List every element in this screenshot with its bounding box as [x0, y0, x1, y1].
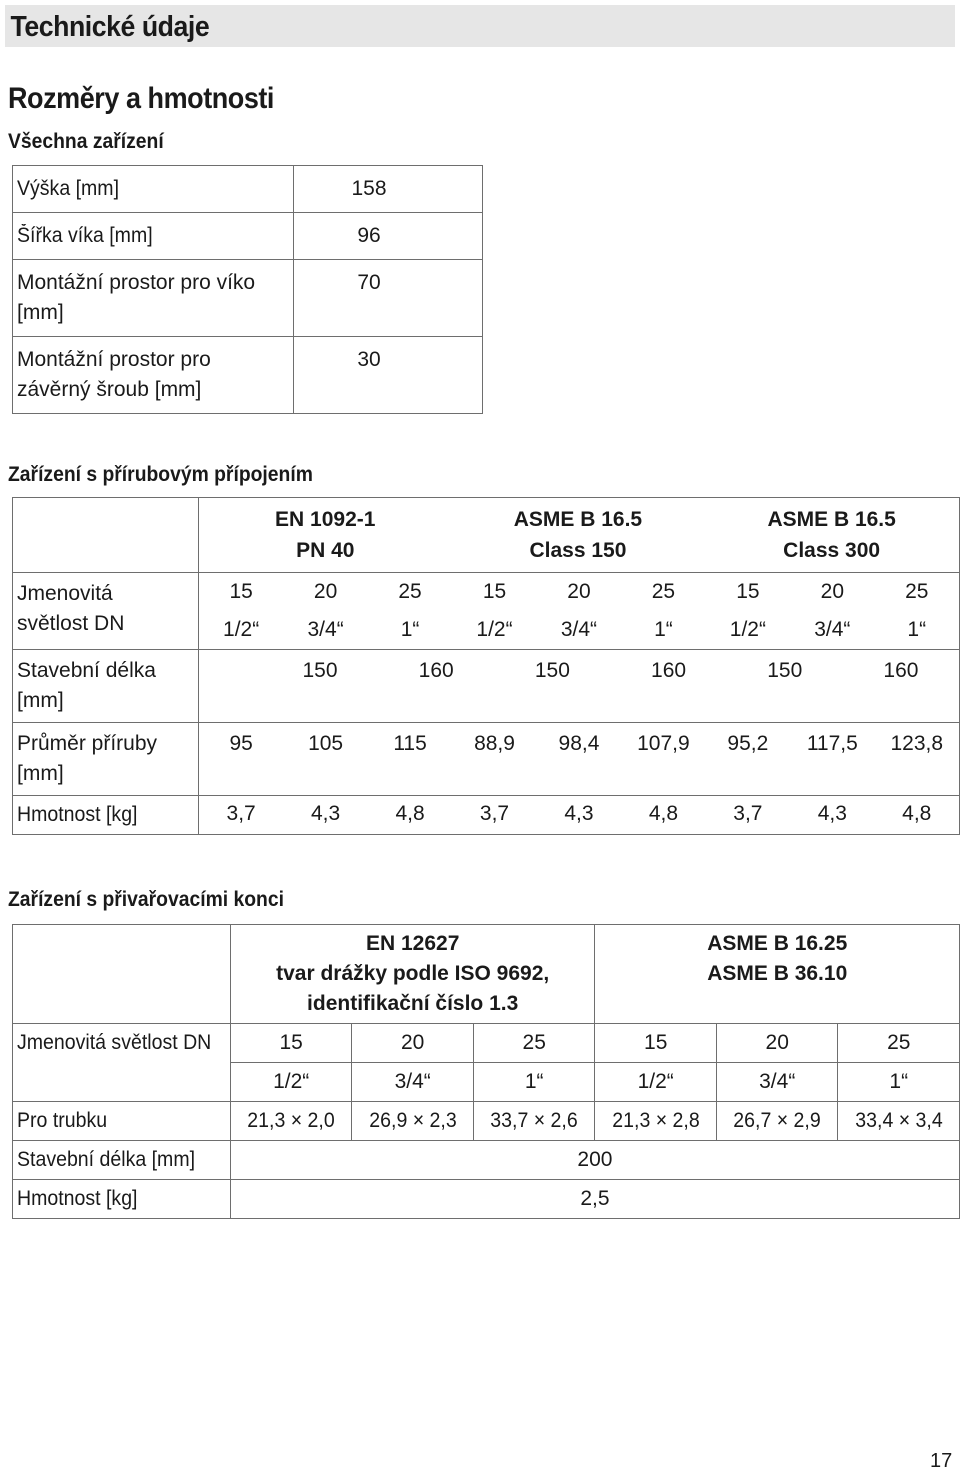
table-row	[13, 1141, 960, 1180]
page-number: 17	[930, 1450, 953, 1472]
inch-values	[199, 611, 959, 649]
weight-label: Hmotnost [kg]	[17, 1187, 138, 1210]
pipe-value: 21,3 × 2,0	[247, 1109, 335, 1132]
length-values	[199, 650, 959, 686]
table-row	[13, 166, 483, 213]
length-value: 160	[651, 659, 687, 682]
table-row	[13, 1102, 960, 1141]
pipe-label: Pro trubku	[17, 1109, 108, 1132]
dn-value: 25	[398, 580, 422, 603]
dn-value: 15	[230, 1024, 352, 1063]
flange-values	[199, 723, 959, 759]
weight-value: 4,8	[648, 802, 679, 825]
table-row	[13, 925, 960, 1024]
row-label: Výška [mm]	[17, 177, 120, 200]
group-asme-b1625: ASME B 16.25 ASME B 36.10	[595, 925, 960, 1024]
length-value: 200	[230, 1141, 959, 1180]
inch-value: 1“	[838, 1063, 960, 1102]
dn-value: 25	[651, 580, 676, 603]
flanged-table	[12, 497, 960, 835]
dn-value: 20	[716, 1024, 838, 1063]
pipe-value: 26,7 × 2,9	[733, 1109, 821, 1132]
group-asme-class150: ASME B 16.5 Class 150	[452, 498, 705, 573]
welded-title: Zařízení s přivařovacími konci	[8, 888, 284, 911]
inch-value: 1/2“	[729, 618, 766, 641]
group-asme-class300: ASME B 16.5 Class 300	[704, 498, 959, 573]
table-row	[13, 498, 960, 573]
pipe-value: 26,9 × 2,3	[368, 1109, 457, 1132]
flange-label: Průměr příruby [mm]	[17, 732, 158, 785]
inch-value: 1/2“	[223, 618, 260, 641]
length-value: 160	[418, 659, 454, 682]
table-row	[13, 796, 960, 835]
flange-value: 95	[229, 732, 253, 755]
table-row	[13, 650, 960, 723]
flange-value: 105	[308, 732, 344, 755]
weight-value: 2,5	[230, 1180, 959, 1219]
inch-value: 3/4“	[716, 1063, 838, 1102]
weight-value: 4,3	[817, 802, 847, 825]
section-title: Rozměry a hmotnosti	[8, 82, 274, 115]
group-en1092: EN 1092-1 PN 40	[198, 498, 451, 573]
inch-value: 1“	[400, 618, 420, 641]
inch-value: 1“	[654, 618, 673, 641]
group-en12627: EN 12627 tvar drážky podle ISO 9692, identifikační číslo 1.3	[230, 925, 595, 1024]
inch-value: 1“	[473, 1063, 595, 1102]
weight-value: 3,7	[226, 802, 256, 825]
inch-value: 3/4“	[307, 618, 344, 641]
row-label: Šířka víka [mm]	[17, 224, 153, 247]
dn-value: 15	[736, 580, 760, 603]
inch-value: 1“	[907, 618, 927, 641]
dn-value: 15	[595, 1024, 717, 1063]
table-row	[13, 337, 483, 414]
pipe-value: 21,3 × 2,8	[611, 1109, 700, 1132]
dn-value: 20	[820, 580, 844, 603]
length-label: Stavební délka [mm]	[17, 659, 156, 712]
length-label: Stavební délka [mm]	[17, 1148, 196, 1171]
dn-label: Jmenovitá světlost DN	[17, 1031, 212, 1054]
flange-value: 95,2	[727, 732, 769, 755]
row-label: Montážní prostor pro víko [mm]	[17, 271, 256, 324]
flange-value: 98,4	[558, 732, 600, 755]
flange-value: 123,8	[890, 732, 944, 755]
dn-label: Jmenovitá světlost DN	[17, 582, 125, 635]
table-row	[13, 260, 483, 337]
table-row	[13, 213, 483, 260]
table-row	[13, 573, 960, 650]
row-label: Montážní prostor pro závěrný šroub [mm]	[17, 348, 211, 401]
weight-value: 4,3	[564, 802, 594, 825]
weight-value: 3,7	[733, 802, 763, 825]
pipe-value: 33,7 × 2,6	[490, 1109, 578, 1132]
table-row	[13, 1180, 960, 1219]
flange-value: 88,9	[474, 732, 515, 755]
weight-value: 4,8	[395, 802, 425, 825]
table-row	[13, 723, 960, 796]
page-header	[5, 5, 955, 47]
dn-value: 20	[567, 580, 591, 603]
inch-value: 3/4“	[352, 1063, 474, 1102]
flange-value: 107,9	[637, 732, 690, 755]
inch-value: 3/4“	[560, 618, 598, 641]
length-value: 150	[302, 659, 338, 682]
dn-value: 20	[352, 1024, 474, 1063]
weight-label: Hmotnost [kg]	[17, 803, 138, 826]
row-value: 30	[357, 348, 381, 371]
flange-value: 115	[393, 732, 427, 755]
dn-value: 25	[838, 1024, 960, 1063]
inch-value: 1/2“	[230, 1063, 352, 1102]
length-value: 150	[534, 659, 570, 682]
flanged-title: Zařízení s přírubovým přípojením	[8, 463, 313, 486]
row-value: 96	[357, 224, 381, 247]
table-row	[13, 1024, 960, 1063]
weight-value: 4,3	[311, 802, 341, 825]
welded-table	[12, 924, 960, 1219]
weight-value: 3,7	[479, 802, 510, 825]
inch-value: 3/4“	[814, 618, 851, 641]
header-title: Technické údaje	[10, 11, 210, 43]
row-value: 158	[351, 177, 387, 200]
dn-value: 15	[229, 580, 253, 603]
all-devices-table	[12, 165, 483, 414]
inch-value: 1/2“	[476, 618, 513, 641]
weight-values	[199, 796, 959, 832]
dn-value: 25	[905, 580, 929, 603]
row-value: 70	[357, 271, 381, 294]
weight-value: 4,8	[902, 802, 932, 825]
all-devices-title: Všechna zařízení	[8, 130, 164, 153]
pipe-value: 33,4 × 3,4	[855, 1109, 943, 1132]
dn-value: 15	[482, 580, 507, 603]
length-value: 160	[883, 659, 919, 682]
dn-values	[199, 573, 959, 611]
flange-value: 117,5	[806, 732, 858, 755]
dn-value: 20	[313, 580, 338, 603]
length-value: 150	[767, 659, 803, 682]
inch-value: 1/2“	[595, 1063, 717, 1102]
dn-value: 25	[473, 1024, 595, 1063]
